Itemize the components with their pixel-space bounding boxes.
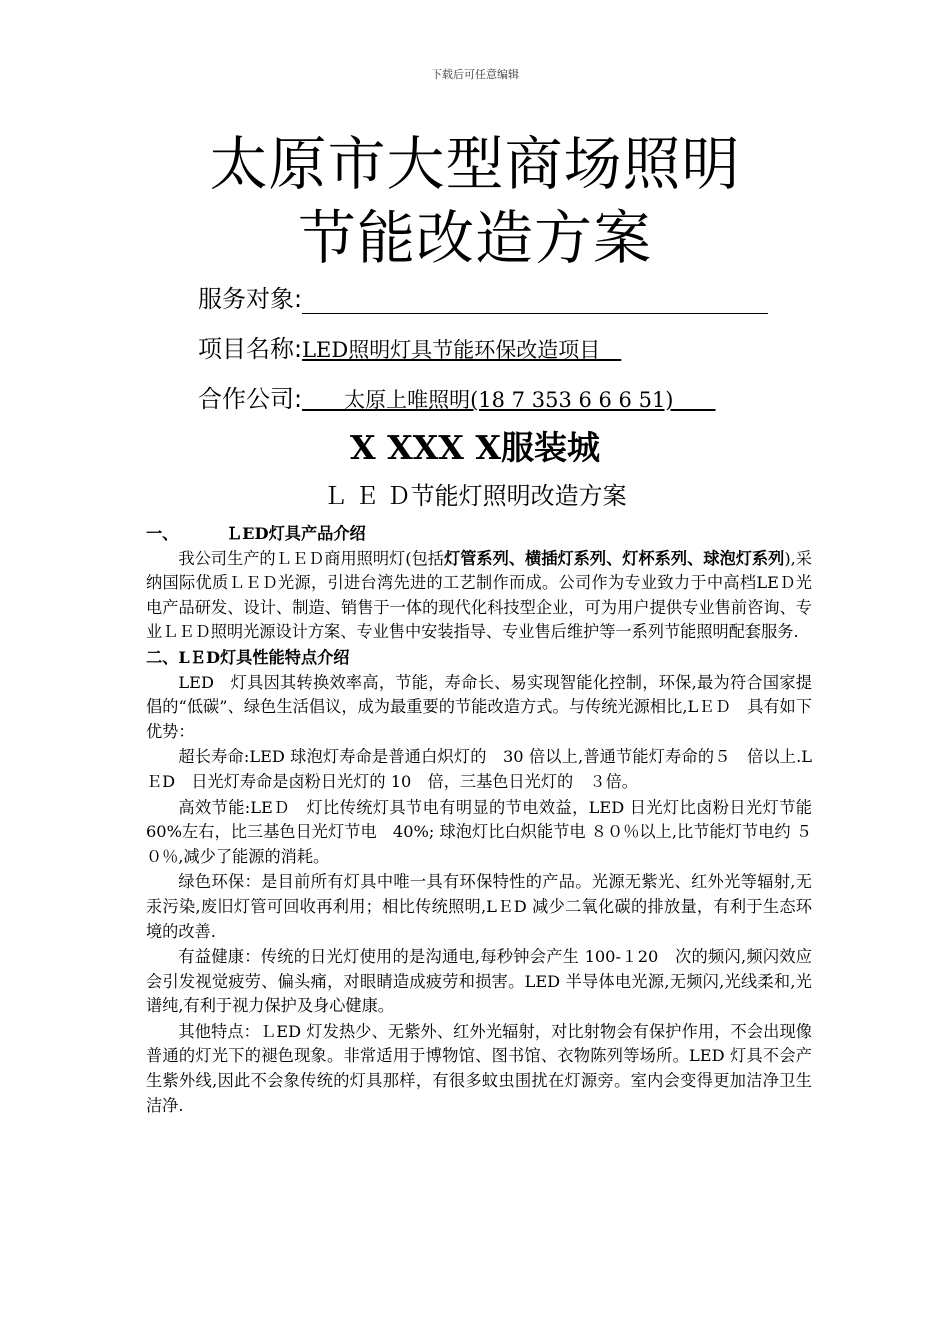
- energy-saving-paragraph: 高效节能:LEＤ 灯比传统灯具节电有明显的节电效益，LED 日光灯比卤粉日光灯节能 60%左右，比三基色日光灯节电 40%; 球泡灯比白炽能节电 ８０％以上,比节能灯节电约 ５０％,减少了能源的消耗。: [146, 797, 812, 866]
- project-name-field: [198, 334, 621, 365]
- service-target-field: [198, 284, 768, 314]
- main-title-line-2: 节能改造方案: [297, 204, 652, 272]
- partner-company-field: [198, 384, 716, 415]
- section-1-text-a: 我公司生产的ＬＥＤ商用照明灯(包括: [178, 548, 445, 568]
- section-1-product-series: 灯管系列、横插灯系列、灯杯系列、球泡灯系列: [444, 548, 785, 568]
- project-name-value: LED照明灯具节能环保改造项目: [302, 338, 622, 362]
- plan-subtitle: Ｌ Ｅ Ｄ节能灯照明改造方案: [323, 482, 627, 510]
- header-note: 下载后可任意编辑: [431, 68, 519, 81]
- section-1-number: 一、: [146, 524, 179, 543]
- section-1-heading: [146, 522, 812, 547]
- section-2-intro-paragraph: LED 灯具因其转换效率高，节能，寿命长、易实现智能化控制，环保,最为符合国家提倡的“低碳”、绿色生活倡议，成为最重要的节能改造方式。与传统光源相比,LＥＤ 具有如下优势：: [146, 672, 812, 741]
- main-title-line-1: 太原市大型商场照明: [209, 130, 741, 198]
- long-life-paragraph: 超长寿命:LED 球泡灯寿命是普通白炽灯的 30 倍以上,普通节能灯寿命的５ 倍以上.LＥD 日光灯寿命是卤粉日光灯的 10 倍，三基色日光灯的 ３倍。: [146, 747, 812, 791]
- document-body: [146, 522, 812, 1119]
- partner-company-label: 合作公司:: [198, 385, 303, 413]
- section-2-heading: 二、LＥD灯具性能特点介绍: [146, 647, 350, 667]
- other-features-paragraph: 其他特点：ＬED 灯发热少、无紫外、红外光辐射，对比射物会有保护作用，不会出现像普通的灯光下的褪色现象。非常适用于博物馆、图书馆、衣物陈列等场所。LED 灯具不会产生紫外线,因此不会象传统的灯具那样，有很多蚊虫围扰在灯源旁。室内会变得更加洁净卫生洁净.: [146, 1021, 812, 1115]
- service-target-label: 服务对象:: [198, 285, 303, 313]
- health-benefit-paragraph: 有益健康：传统的日光灯使用的是沟通电,每秒钟会产生 100-１20 次的频闪,频闪效应会引发视觉疲劳、偏头痛，对眼睛造成疲劳和损害。LED 半导体电光源,无频闪,光线柔和,光谱纯,有利于视力保护及身心健康。: [146, 947, 812, 1016]
- section-1-paragraph: [146, 547, 812, 645]
- service-target-blank: [302, 291, 768, 314]
- green-environment-paragraph: 绿色环保：是目前所有灯具中唯一具有环保特性的产品。光源无紫光、红外光等辐射,无汞污染,废旧灯管可回收再利用；相比传统照明,LＥD 减少二氧化碳的排放量，有利于生态环境的改善.: [146, 872, 812, 941]
- project-name-label: 项目名称:: [198, 335, 303, 363]
- mall-name-heading: X XXX X服装城: [350, 428, 600, 467]
- section-1-title: ＬED灯具产品介绍: [226, 524, 366, 543]
- section-1-text-b: ),采纳国际优质ＬＥＤ光源，引进台湾先进的工艺制作而成。公司作为专业致力于中高档LEＤ光电产品研发、设计、制造、销售于一体的现代化科技型企业，可为用户提供专业售前咨询、专业ＬＥＤ照明光源设计方案、专业售中安装指导、专业售后维护等一系列节能照明配套服务.: [146, 548, 812, 642]
- partner-company-value: 太原上唯照明(18 7 353 6 6 6 51): [302, 388, 716, 412]
